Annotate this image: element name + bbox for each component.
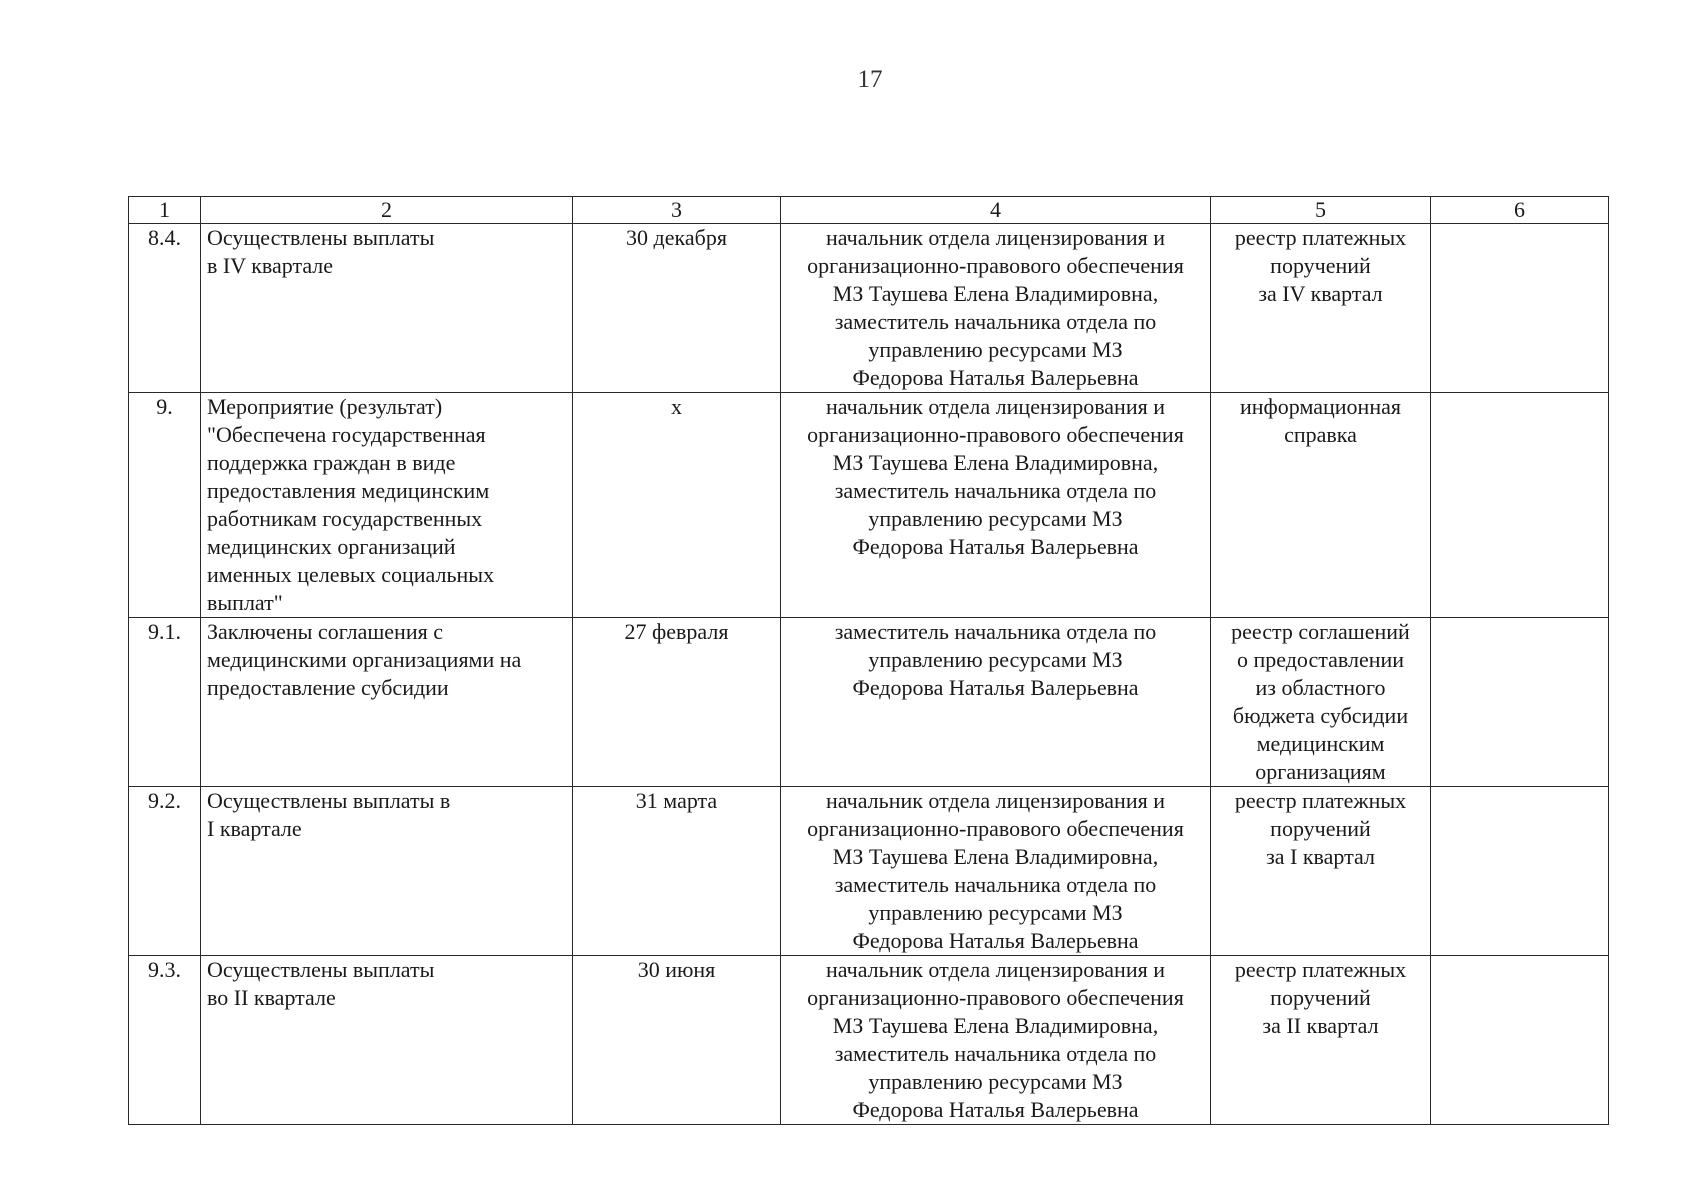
- row-number: 9.3.: [129, 956, 201, 1125]
- responsible-line: МЗ Таушева Елена Владимировна,: [832, 1013, 1159, 1038]
- responsible-line: начальник отдела лицензирования и: [826, 394, 1165, 419]
- column-header: 2: [201, 197, 573, 224]
- document-line: организациям: [1255, 759, 1386, 784]
- row-number: 8.4.: [129, 224, 201, 393]
- responsible-line: управлению ресурсами МЗ: [868, 506, 1123, 531]
- column-6-cell: [1431, 787, 1609, 956]
- document-line: справка: [1284, 422, 1357, 447]
- table-row: [129, 618, 1609, 787]
- activity-name-line: именных целевых социальных: [207, 562, 495, 587]
- document-line: реестр платежных: [1234, 788, 1407, 813]
- activity-name-line: I квартале: [207, 816, 302, 841]
- column-header: 4: [781, 197, 1211, 224]
- table-row: [129, 956, 1609, 1125]
- activity-name-line: во II квартале: [207, 985, 336, 1010]
- confirming-document: [1211, 956, 1431, 1125]
- column-header: 6: [1431, 197, 1609, 224]
- responsible-line: начальник отдела лицензирования и: [826, 225, 1165, 250]
- activity-name-line: "Обеспечена государственная: [207, 422, 486, 447]
- table-row: [129, 224, 1609, 393]
- responsible-line: начальник отдела лицензирования и: [826, 957, 1165, 982]
- responsible-line: организационно-правового обеспечения: [807, 253, 1184, 278]
- deadline: 31 марта: [573, 787, 781, 956]
- document-line: за II квартал: [1262, 1013, 1379, 1038]
- confirming-document: [1211, 393, 1431, 618]
- document-line: поручений: [1270, 816, 1371, 841]
- responsible-line: МЗ Таушева Елена Владимировна,: [832, 450, 1159, 475]
- confirming-document: [1211, 224, 1431, 393]
- document-line: за IV квартал: [1258, 281, 1383, 306]
- document-line: бюджета субсидии: [1232, 703, 1409, 728]
- activity-name-line: Мероприятие (результат): [207, 394, 443, 419]
- confirming-document: [1211, 787, 1431, 956]
- activity-name-line: поддержка граждан в виде: [207, 450, 456, 475]
- document-line: реестр соглашений: [1231, 619, 1410, 644]
- responsible-persons: [781, 393, 1211, 618]
- document-line: информационная: [1240, 394, 1401, 419]
- activity-name-line: Осуществлены выплаты: [207, 957, 435, 982]
- table-header-row: [129, 197, 1609, 224]
- activity-name-line: медицинскими организациями на: [207, 647, 522, 672]
- document-line: за I квартал: [1266, 844, 1375, 869]
- responsible-line: заместитель начальника отдела по: [834, 619, 1157, 644]
- responsible-persons: [781, 956, 1211, 1125]
- column-6-cell: [1431, 956, 1609, 1125]
- deadline: х: [573, 393, 781, 618]
- activity-name: [201, 787, 573, 956]
- responsible-line: управлению ресурсами МЗ: [868, 337, 1123, 362]
- confirming-document: [1211, 618, 1431, 787]
- responsible-line: Федорова Наталья Валерьевна: [852, 1097, 1139, 1122]
- responsible-line: Федорова Наталья Валерьевна: [852, 534, 1139, 559]
- responsible-line: управлению ресурсами МЗ: [868, 1069, 1123, 1094]
- activity-name-line: выплат": [207, 590, 283, 615]
- responsible-line: МЗ Таушева Елена Владимировна,: [832, 844, 1159, 869]
- activity-name-line: Осуществлены выплаты: [207, 225, 435, 250]
- responsible-persons: [781, 224, 1211, 393]
- responsible-line: начальник отдела лицензирования и: [826, 788, 1165, 813]
- activity-name: [201, 618, 573, 787]
- document-line: поручений: [1270, 253, 1371, 278]
- responsible-line: управлению ресурсами МЗ: [868, 900, 1123, 925]
- responsible-persons: [781, 787, 1211, 956]
- row-number: 9.1.: [129, 618, 201, 787]
- responsible-line: Федорова Наталья Валерьевна: [852, 928, 1139, 953]
- activity-name: [201, 956, 573, 1125]
- responsible-line: МЗ Таушева Елена Владимировна,: [832, 281, 1159, 306]
- responsible-line: организационно-правового обеспечения: [807, 985, 1184, 1010]
- deadline: 27 февраля: [573, 618, 781, 787]
- responsible-line: заместитель начальника отдела по: [834, 478, 1157, 503]
- column-header: 1: [129, 197, 201, 224]
- activity-name-line: в IV квартале: [207, 253, 334, 278]
- column-6-cell: [1431, 618, 1609, 787]
- deadline: 30 декабря: [573, 224, 781, 393]
- column-6-cell: [1431, 224, 1609, 393]
- activity-name-line: медицинских организаций: [207, 534, 456, 559]
- page-number: 17: [857, 66, 883, 93]
- responsible-line: организационно-правового обеспечения: [807, 816, 1184, 841]
- activity-name-line: Осуществлены выплаты в: [207, 788, 451, 813]
- responsible-line: организационно-правового обеспечения: [807, 422, 1184, 447]
- document-line: из областного: [1255, 675, 1386, 700]
- deadline: 30 июня: [573, 956, 781, 1125]
- table-row: [129, 393, 1609, 618]
- column-header: 3: [573, 197, 781, 224]
- document-line: медицинским: [1256, 731, 1385, 756]
- row-number: 9.2.: [129, 787, 201, 956]
- document-line: поручений: [1270, 985, 1371, 1010]
- activity-name: [201, 393, 573, 618]
- activity-name-line: Заключены соглашения с: [207, 619, 443, 644]
- activity-name-line: работникам государственных: [207, 506, 483, 531]
- plan-table: [128, 196, 1609, 1125]
- column-6-cell: [1431, 393, 1609, 618]
- activity-name-line: предоставления медицинским: [207, 478, 490, 503]
- table-row: [129, 787, 1609, 956]
- row-number: 9.: [129, 393, 201, 618]
- activity-name: [201, 224, 573, 393]
- responsible-line: заместитель начальника отдела по: [834, 872, 1157, 897]
- document-line: реестр платежных: [1234, 225, 1407, 250]
- responsible-line: заместитель начальника отдела по: [834, 1041, 1157, 1066]
- column-header: 5: [1211, 197, 1431, 224]
- responsible-line: Федорова Наталья Валерьевна: [852, 365, 1139, 390]
- document-line: реестр платежных: [1234, 957, 1407, 982]
- responsible-persons: [781, 618, 1211, 787]
- responsible-line: заместитель начальника отдела по: [834, 309, 1157, 334]
- responsible-line: Федорова Наталья Валерьевна: [852, 675, 1139, 700]
- activity-name-line: предоставление субсидии: [207, 675, 449, 700]
- document-line: о предоставлении: [1236, 647, 1405, 672]
- responsible-line: управлению ресурсами МЗ: [868, 647, 1123, 672]
